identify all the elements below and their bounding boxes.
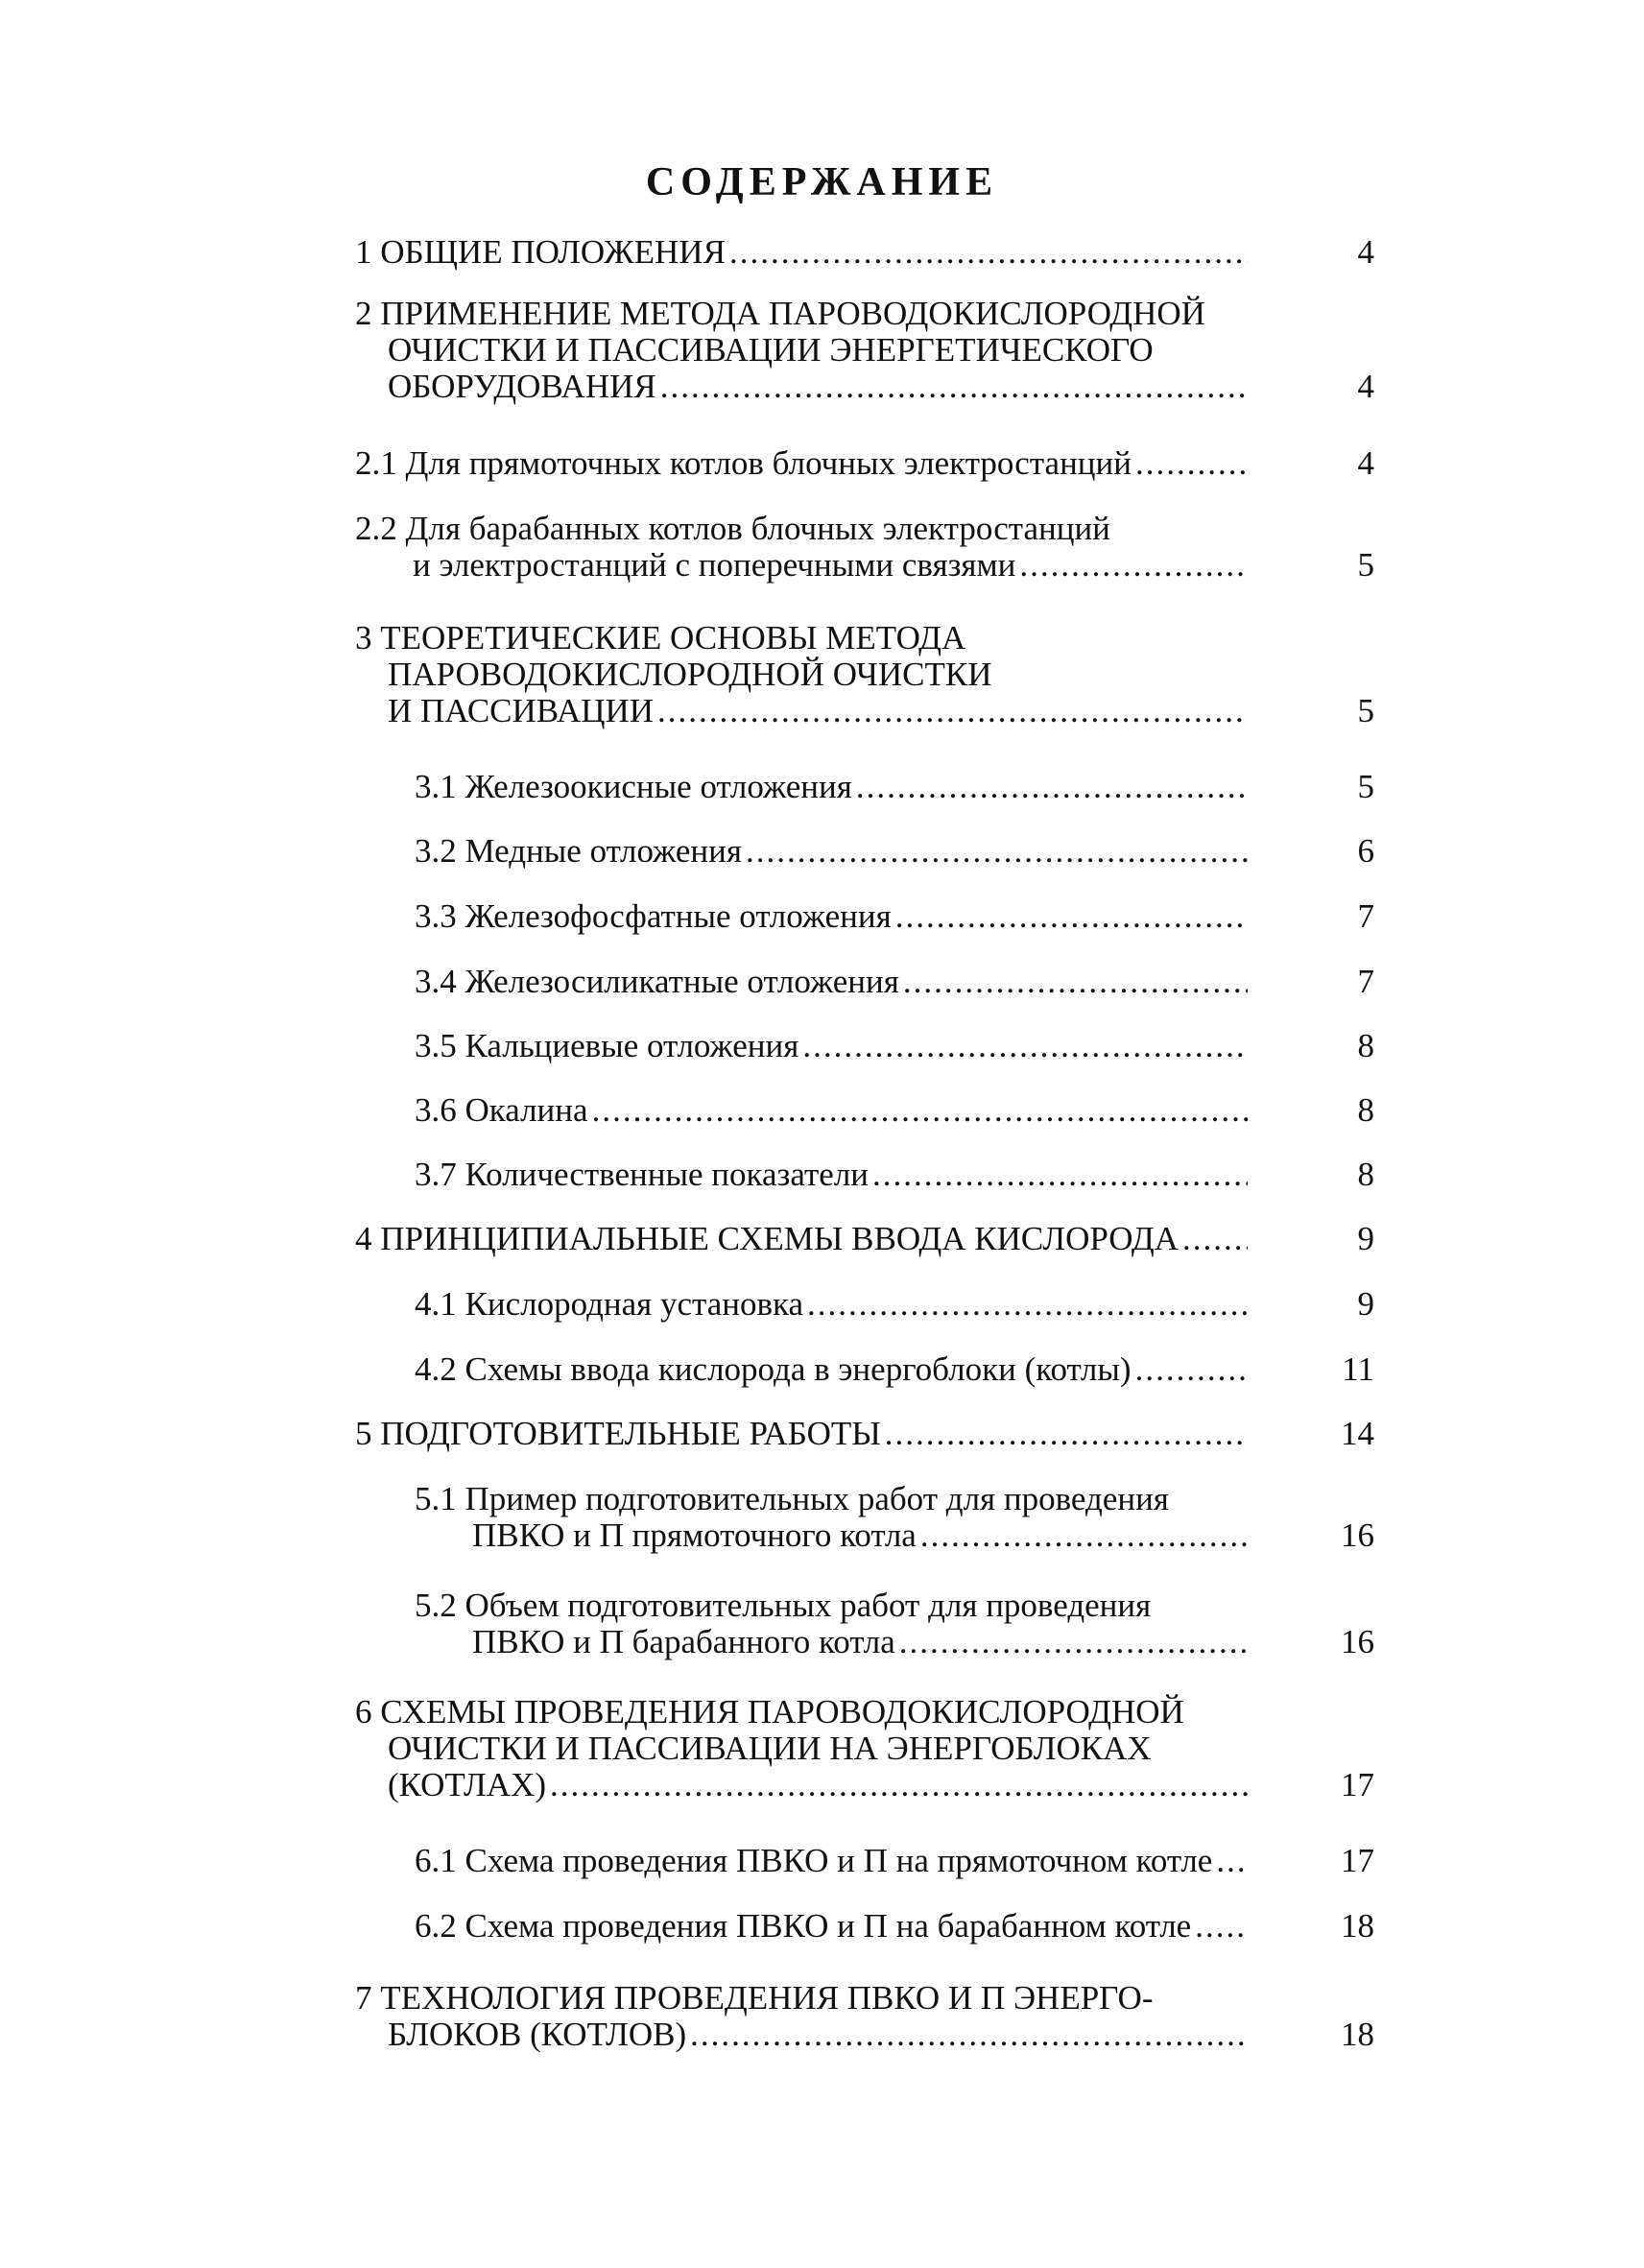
toc-entry-text: 6 СХЕМЫ ПРОВЕДЕНИЯ ПАРОВОДОКИСЛОРОДНОЙ [355, 1693, 1184, 1731]
toc-entry-2 [355, 296, 1374, 405]
toc-page-number: 5 [1357, 692, 1374, 729]
toc-page-number: 6 [1357, 832, 1374, 870]
toc-entry-text: И ПАССИВАЦИИ [388, 692, 655, 729]
toc-entry-text: ПАРОВОДОКИСЛОРОДНОЙ ОЧИСТКИ [388, 656, 992, 693]
toc-page-number: 4 [1357, 233, 1374, 271]
toc-entry-6 [355, 1694, 1374, 1803]
toc-page-number: 14 [1341, 1415, 1374, 1452]
dot-leader [1182, 1221, 1248, 1257]
dot-leader [807, 1286, 1248, 1323]
toc-entry-3-7 [415, 1157, 1374, 1193]
dot-leader [903, 964, 1248, 1000]
toc-entry-text: (КОТЛАХ) [388, 1766, 546, 1803]
toc-entry-text: 3.3 Железофосфатные отложения [415, 897, 892, 935]
toc-entry-6-1 [415, 1843, 1374, 1879]
toc-page-number: 9 [1357, 1220, 1374, 1257]
toc-entry-text: ОЧИСТКИ И ПАССИВАЦИИ ЭНЕРГЕТИЧЕСКОГО [388, 331, 1154, 369]
toc-entry-text: 5 ПОДГОТОВИТЕЛЬНЫЕ РАБОТЫ [355, 1415, 881, 1452]
dot-leader [1135, 1351, 1248, 1388]
dot-leader [802, 1028, 1248, 1064]
toc-entry-3-6 [415, 1092, 1374, 1129]
toc-entry-text: 5.1 Пример подготовительных работ для проведения [415, 1480, 1169, 1517]
dot-leader [895, 898, 1248, 935]
toc-page-number: 8 [1357, 1027, 1374, 1064]
toc-entry-4 [355, 1221, 1374, 1257]
toc-entry-text: 1 ОБЩИЕ ПОЛОЖЕНИЯ [355, 233, 726, 271]
toc-page-number: 11 [1342, 1350, 1374, 1388]
toc-entry-text: 3.7 Количественные показатели [415, 1156, 870, 1193]
dot-leader [592, 1092, 1248, 1129]
toc-entry-text: 2.1 Для прямоточных котлов блочных электростанций [355, 444, 1132, 482]
toc-entry-text: 3.5 Кальциевые отложения [415, 1027, 799, 1064]
toc-entry-text: ПВКО и П прямоточного котла [472, 1516, 917, 1554]
dot-leader [1019, 547, 1248, 584]
toc-entry-2-1 [355, 445, 1374, 482]
toc-page-number: 8 [1357, 1091, 1374, 1129]
toc-entry-text: 6.2 Схема проведения ПВКО и П на барабанном котле [415, 1907, 1192, 1945]
toc-entry-text: 4.1 Кислородная установка [415, 1285, 804, 1323]
dot-leader [550, 1767, 1248, 1803]
toc-entry-text: 7 ТЕХНОЛОГИЯ ПРОВЕДЕНИЯ ПВКО И П ЭНЕРГО- [355, 1979, 1154, 2017]
toc-entry-1 [355, 234, 1374, 271]
toc-entry-text: 4 ПРИНЦИПИАЛЬНЫЕ СХЕМЫ ВВОДА КИСЛОРОДА [355, 1220, 1179, 1257]
toc-entry-3-3 [415, 898, 1374, 935]
toc-page-number: 4 [1357, 368, 1374, 405]
toc-entry-4-1 [415, 1286, 1374, 1323]
toc-entry-3-1 [415, 769, 1374, 805]
toc-page-number: 17 [1341, 1766, 1374, 1803]
toc-page-number: 16 [1341, 1516, 1374, 1554]
toc-entry-text: 2.2 Для барабанных котлов блочных электростанций [355, 510, 1110, 547]
toc-page-number: 7 [1357, 963, 1374, 1000]
toc-entry-text: 3.6 Окалина [415, 1091, 588, 1129]
dot-leader [660, 369, 1248, 405]
dot-leader [729, 234, 1248, 271]
toc-entry-text: ОБОРУДОВАНИЯ [388, 368, 656, 405]
toc-page-number: 7 [1357, 897, 1374, 935]
dot-leader [899, 1624, 1248, 1660]
toc-entry-2-2 [355, 511, 1374, 584]
toc-entry-6-2 [415, 1908, 1374, 1945]
dot-leader [746, 833, 1248, 870]
toc-page-number: 5 [1357, 546, 1374, 584]
dot-leader [872, 1157, 1248, 1193]
toc-entry-text: 3 ТЕОРЕТИЧЕСКИЕ ОСНОВЫ МЕТОДА [355, 619, 966, 657]
toc-entry-text: 3.2 Медные отложения [415, 832, 742, 870]
toc-entry-text: 3.4 Железосиликатные отложения [415, 963, 899, 1000]
toc-entry-text: 5.2 Объем подготовительных работ для проведения [415, 1587, 1152, 1624]
page-title: СОДЕРЖАНИЕ [645, 160, 999, 204]
toc-page-number: 18 [1341, 2016, 1374, 2053]
toc-entry-text: ОЧИСТКИ И ПАССИВАЦИИ НА ЭНЕРГОБЛОКАХ [388, 1730, 1152, 1767]
toc-entry-text: БЛОКОВ (КОТЛОВ) [388, 2016, 687, 2053]
toc-page-number: 5 [1357, 768, 1374, 805]
toc-page-number: 9 [1357, 1285, 1374, 1323]
toc-entry-text: 3.1 Железоокисные отложения [415, 768, 852, 805]
dot-leader [920, 1517, 1248, 1554]
toc-entry-3-4 [415, 964, 1374, 1000]
toc-entry-5-1 [415, 1481, 1374, 1554]
toc-entry-3-5 [415, 1028, 1374, 1064]
toc-entry-text: и электростанций с поперечными связями [413, 546, 1016, 584]
toc-entry-text: 2 ПРИМЕНЕНИЕ МЕТОДА ПАРОВОДОКИСЛОРОДНОЙ [355, 295, 1205, 332]
dot-leader [885, 1416, 1248, 1452]
toc-entry-5-2 [415, 1588, 1374, 1660]
toc-entry-5 [355, 1416, 1374, 1452]
toc-entry-4-2 [415, 1351, 1374, 1388]
toc-page-number: 16 [1341, 1623, 1374, 1660]
dot-leader [690, 2017, 1248, 2053]
toc-entry-text: 6.1 Схема проведения ПВКО и П на прямоточном котле [415, 1842, 1213, 1879]
toc-page-number: 4 [1357, 444, 1374, 482]
toc-page-number: 18 [1341, 1907, 1374, 1945]
toc-entry-7 [355, 1980, 1374, 2053]
dot-leader [657, 693, 1248, 729]
dot-leader [1195, 1908, 1248, 1945]
toc-page-number: 8 [1357, 1156, 1374, 1193]
dot-leader [1216, 1843, 1248, 1879]
dot-leader [856, 769, 1248, 805]
toc-page-number: 17 [1341, 1842, 1374, 1879]
toc-entry-3-2 [415, 833, 1374, 870]
toc-entry-text: 4.2 Схемы ввода кислорода в энергоблоки (котлы) [415, 1350, 1132, 1388]
toc-entry-text: ПВКО и П барабанного котла [472, 1623, 895, 1660]
toc-entry-3 [355, 620, 1374, 729]
dot-leader [1135, 445, 1248, 482]
